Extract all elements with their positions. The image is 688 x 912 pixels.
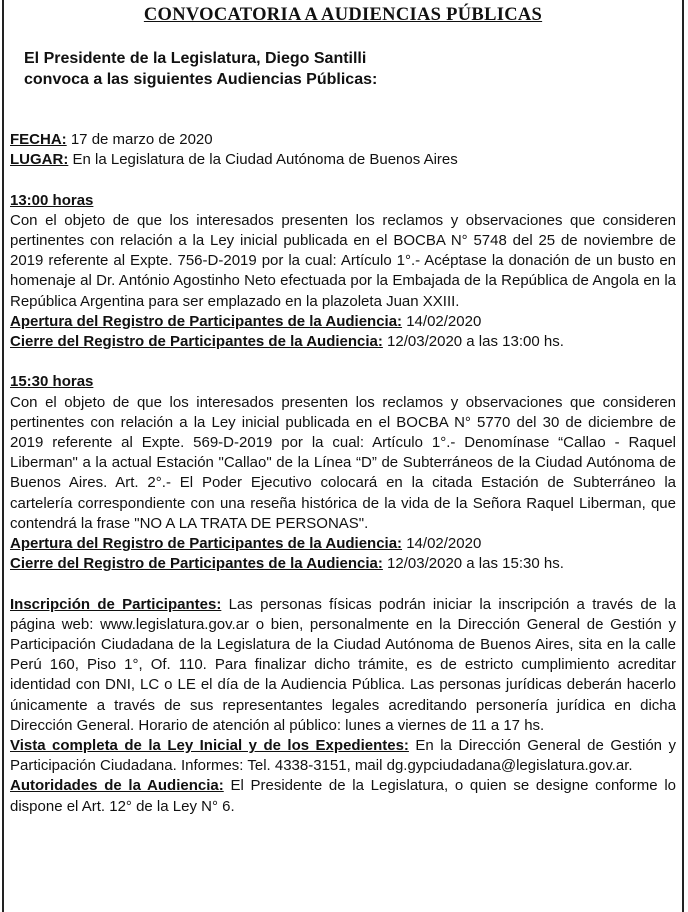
audiencia-2-apertura: Apertura del Registro de Participantes de la Audiencia: 14/02/2020 — [10, 535, 482, 553]
vista-label: Vista completa de la Ley Inicial y de los Expedientes: — [10, 737, 409, 755]
intro-line-2: convoca a las siguientes Audiencias Públicas: — [24, 71, 378, 88]
audiencia-1-cierre: Cierre del Registro de Participantes de la Audiencia: 12/03/2020 a las 13:00 hs. — [10, 333, 564, 351]
audiencia-1-texto: Con el objeto de que los interesados presenten los reclamos y observaciones que consideren pertinentes con relación a la Ley inicial publicada en el BOCBA N° 5748 del 25 de noviembre de 2019 referente al Expte. 756-D-2019 por la cual: Artículo 1°.- Acéptase la donación de un busto en homenaje al Dr. António Agostinho Neto efectuada por la Embajada de la República de Angola en la República Argentina para ser emplazado en la plazoleta Juan XXIII. — [10, 211, 676, 310]
autoridades-label: Autoridades de la Audiencia: — [10, 777, 224, 795]
lugar-value: En la Legislatura de la Ciudad Autónoma de Buenos Aires — [68, 151, 458, 169]
autoridades-paragraph — [10, 776, 676, 816]
vista-value: En la Dirección General de Gestión y Participación Ciudadana. Informes: Tel. 4338-3151, mail dg.gypciudadana@legislatura.gov.ar. — [10, 737, 676, 775]
inscripcion-value: Las personas físicas podrán iniciar la inscripción a través de la página web: www.legislatura.gov.ar o bien, personalmente en la Dirección General de Gestión y Participación Ciudadana de la Legislatura de la Ciudad Autónoma de Buenos Aires, sita en la calle Perú 160, Piso 1°, Of. 110. Para finalizar dicho trámite, es de estricto cumplimiento acreditar identidad con DNI, LC o LE el día de la Audiencia Pública. Las personas jurídicas deberán hacerlo únicamente a través de sus representantes legales acreditando personería jurídica en dicha Dirección General. Horario de atención al público: lunes a viernes de 11 a 17 hs. — [10, 595, 676, 734]
inscripcion-label: Inscripción de Participantes: — [10, 595, 222, 613]
audiencia-1-hora: 13:00 horas — [10, 191, 94, 209]
audiencia-1-apertura: Apertura del Registro de Participantes de la Audiencia: 14/02/2020 — [10, 312, 482, 330]
intro-line-1: El Presidente de la Legislatura, Diego Santilli — [24, 50, 367, 67]
inscripcion-paragraph — [10, 595, 676, 736]
notice-page — [2, 0, 684, 912]
autoridades-value: El Presidente de la Legislatura, o quien se designe conforme lo dispone el Art. 12° de la Ley N° 6. — [10, 777, 677, 815]
vista-paragraph — [10, 736, 676, 776]
audiencia-2-cierre: Cierre del Registro de Participantes de la Audiencia: 12/03/2020 a las 15:30 hs. — [10, 555, 564, 573]
audiencia-2-hora: 15:30 horas — [10, 373, 94, 391]
fecha-row — [10, 130, 676, 150]
lugar-label: LUGAR: — [10, 151, 69, 169]
notice-content — [10, 130, 676, 817]
fecha-label: FECHA: — [10, 131, 67, 148]
lugar-row — [10, 150, 676, 170]
audiencia-2-texto: Con el objeto de que los interesados presenten los reclamos y observaciones que consideren pertinentes con relación a la Ley inicial publicada en el BOCBA N° 5770 del 30 de diciembre de 2019 referente al Expte. 569-D-2019 por la cual: Artículo 1°.- Denomínase “Callao - Raquel Liberman" a la actual Estación "Callao" de la Línea “D” de Subterráneos de la Ciudad Autónoma de Buenos Aires. Art. 2°.- El Poder Ejecutivo colocará en la citada Estación de Subterráneo la cartelería correspondiente con una reseña histórica de la vida de la Señora Raquel Liberman, que contendrá la frase "NO A LA TRATA DE PERSONAS". — [10, 393, 676, 532]
intro-block — [24, 48, 662, 90]
page-title: CONVOCATORIA A AUDIENCIAS PÚBLICAS — [143, 5, 543, 25]
fecha-value: 17 de marzo de 2020 — [66, 131, 213, 148]
